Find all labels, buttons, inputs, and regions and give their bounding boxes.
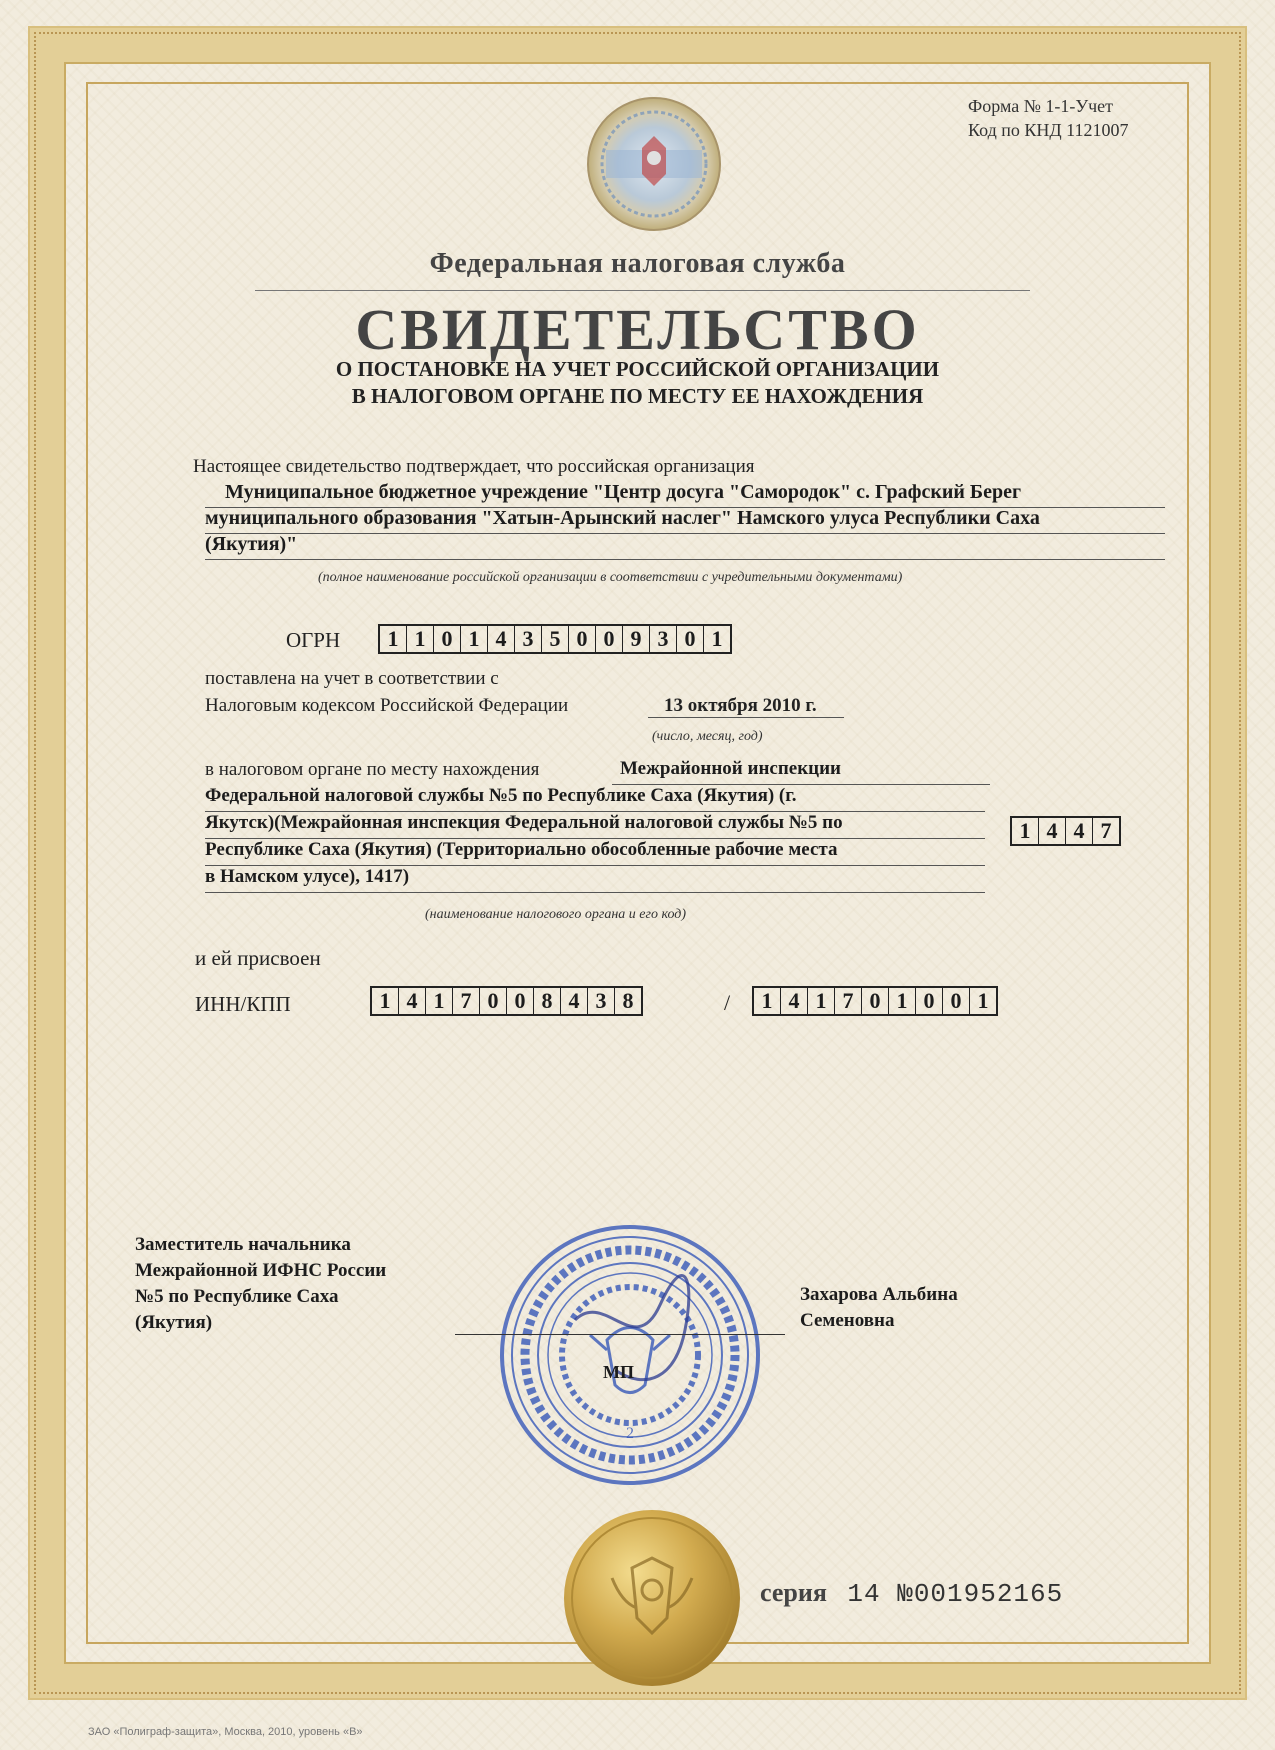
ogrn-digit: 9 (623, 626, 650, 652)
document-subtitle (0, 356, 1275, 410)
serial-number (760, 1578, 1063, 1609)
registration-text: Налоговым кодексом Российской Федерации (205, 695, 569, 716)
kpp-digit: 7 (835, 988, 862, 1014)
tax-authority-code-digit: 4 (1066, 818, 1093, 844)
mp-mark: МП (603, 1362, 634, 1382)
date-caption: (число, месяц, год) (652, 729, 763, 744)
ogrn-digit: 0 (596, 626, 623, 652)
registration-text: поставлена на учет в соответствии с (205, 668, 499, 689)
knd-code: Код по КНД 1121007 (968, 120, 1129, 140)
inn-cells (370, 986, 643, 1016)
ogrn-digit: 5 (542, 626, 569, 652)
ogrn-digit: 1 (380, 626, 407, 652)
ogrn-digit: 0 (434, 626, 461, 652)
hologram-emblem-icon (584, 94, 724, 234)
signature-line (455, 1334, 785, 1335)
svg-text:2: 2 (626, 1425, 634, 1442)
gold-seal-icon (562, 1508, 742, 1688)
position-line: №5 по Республике Саха (135, 1286, 339, 1307)
subtitle-line: В НАЛОГОВОМ ОРГАНЕ ПО МЕСТУ ЕЕ НАХОЖДЕНИЯ (351, 384, 924, 408)
ogrn-digit: 3 (515, 626, 542, 652)
organization-name-line: Муниципальное бюджетное учреждение "Центр досуга "Самородок" с. Графский Берег (205, 481, 1165, 508)
tax-authority-code-digit: 4 (1039, 818, 1066, 844)
agency-name: Федеральная налоговая служба (429, 248, 846, 279)
kpp-digit: 0 (916, 988, 943, 1014)
kpp-cells (752, 986, 998, 1016)
inn-digit: 0 (507, 988, 534, 1014)
name-line: Захарова Альбина (800, 1284, 958, 1305)
ogrn-label: ОГРН (286, 628, 341, 652)
organization-caption: (полное наименование российской организации в соответствии с учредительными документами) (318, 570, 903, 585)
ogrn-digit: 1 (711, 626, 723, 651)
signatory-name (800, 1282, 958, 1334)
kpp-digit: 1 (754, 988, 781, 1014)
position-line: Заместитель начальника (135, 1234, 351, 1255)
inn-digit: 4 (399, 988, 426, 1014)
registration-date: 13 октября 2010 г. (648, 695, 844, 718)
kpp-digit: 4 (781, 988, 808, 1014)
inn-digit: 3 (588, 988, 615, 1014)
divider (255, 290, 1030, 291)
inn-kpp-label: ИНН/КПП (195, 992, 291, 1016)
document-title: СВИДЕТЕЛЬСТВО (355, 297, 920, 362)
assigned-label: и ей присвоен (195, 946, 321, 970)
intro-text: Настоящее свидетельство подтверждает, что российская организация (193, 456, 755, 477)
inn-digit: 8 (534, 988, 561, 1014)
kpp-digit: 1 (977, 988, 989, 1013)
inn-digit: 4 (561, 988, 588, 1014)
ogrn-digit: 1 (461, 626, 488, 652)
inn-digit: 1 (372, 988, 399, 1014)
kpp-digit: 0 (943, 988, 970, 1014)
signatory-position (135, 1232, 386, 1336)
tax-authority-line: в Намском улусе), 1417) (205, 866, 985, 893)
kpp-digit: 1 (889, 988, 916, 1014)
subtitle-line: О ПОСТАНОВКЕ НА УЧЕТ РОССИЙСКОЙ ОРГАНИЗАЦИИ (335, 357, 940, 381)
organization-name-line: муниципального образования "Хатын-Арынский наслег" Намского улуса Республики Саха (205, 507, 1165, 534)
tax-authority-code-digit: 1 (1012, 818, 1039, 844)
form-number: Форма № 1-1-Учет (968, 96, 1114, 116)
tax-authority-caption: (наименование налогового органа и его код) (425, 907, 687, 922)
printer-note: ЗАО «Полиграф-защита», Москва, 2010, уровень «В» (88, 1726, 363, 1738)
tax-authority-prefix: в налоговом органе по месту нахождения (205, 759, 540, 780)
tax-authority-line: Республике Саха (Якутия) (Территориально обособленные рабочие места (205, 839, 985, 866)
organization-name-line: (Якутия)" (205, 533, 1165, 560)
ogrn-digit: 1 (407, 626, 434, 652)
kpp-digit: 0 (862, 988, 889, 1014)
position-line: Межрайонной ИФНС России (135, 1260, 387, 1281)
ogrn-digit: 3 (650, 626, 677, 652)
ogrn-digit: 4 (488, 626, 515, 652)
inn-digit: 8 (622, 988, 634, 1013)
tax-authority-line: Якутск)(Межрайонная инспекция Федеральной налоговой службы №5 по (205, 812, 985, 839)
official-stamp-icon (495, 1220, 765, 1490)
serial-value: 14 №001952165 (847, 1579, 1064, 1609)
serial-label: серия (760, 1578, 827, 1607)
ogrn-digit: 0 (569, 626, 596, 652)
inn-digit: 1 (426, 988, 453, 1014)
position-line: (Якутия) (135, 1312, 213, 1333)
inn-digit: 7 (453, 988, 480, 1014)
inn-kpp-separator: / (724, 990, 731, 1015)
tax-authority-line: Межрайонной инспекции (612, 758, 990, 785)
name-line: Семеновна (800, 1310, 895, 1331)
inn-digit: 0 (480, 988, 507, 1014)
tax-authority-code-cells (1010, 816, 1121, 846)
ogrn-digit: 0 (677, 626, 704, 652)
ogrn-cells (378, 624, 732, 654)
tax-authority-line: Федеральной налоговой службы №5 по Республике Саха (Якутия) (г. (205, 785, 985, 812)
form-header (968, 94, 1129, 142)
tax-authority-code-digit: 7 (1100, 818, 1112, 843)
kpp-digit: 1 (808, 988, 835, 1014)
